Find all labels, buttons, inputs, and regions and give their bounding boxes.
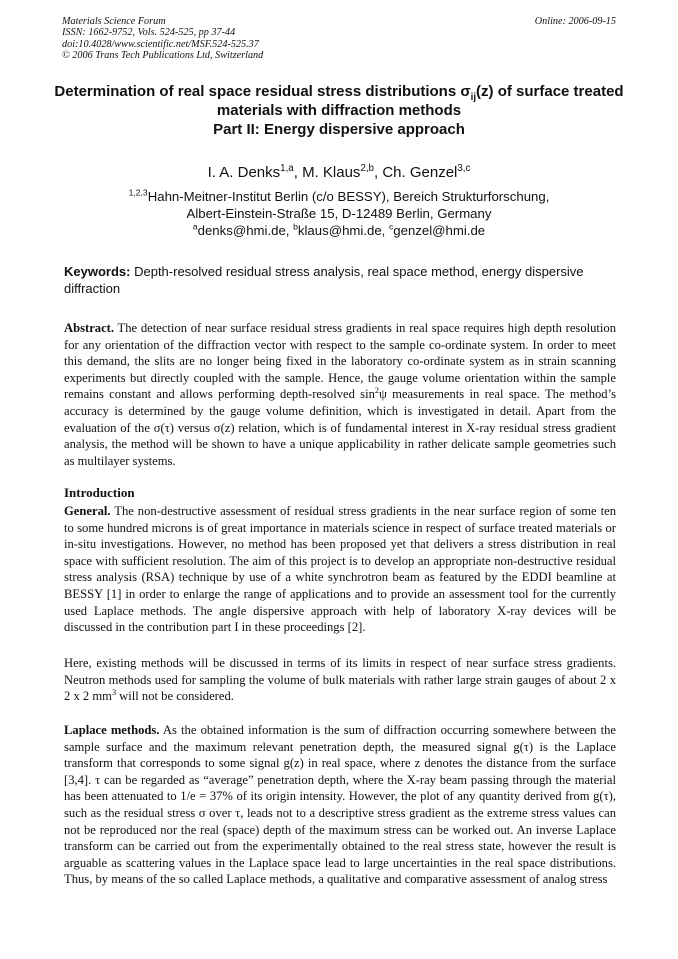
abstract-text-1: The detection of near surface residual stress gradients in real space requires high depth resolution for any orientation of the diffraction vector with respect to the sample co-ordinate system. In order to meet this demand, the slits are no longer being fixed in the laboratory co-ordinate system as in strain scanning experiments but directly coupled with the sample. Hence, the gauge volume orientation within the sample remains constant and allows performing depth-resolved sin bbox=[64, 321, 617, 402]
introduction-heading: Introduction bbox=[64, 485, 135, 500]
email-b[interactable]: klaus@hmi.de bbox=[297, 223, 382, 238]
keywords-text: Depth-resolved residual stress analysis, real space method, energy dispersive diffraction bbox=[64, 264, 584, 296]
journal-header bbox=[62, 16, 616, 61]
title-subscript: ij bbox=[470, 92, 477, 103]
existing-methods-paragraph bbox=[64, 655, 616, 705]
author-3-sup: 3,c bbox=[457, 163, 471, 174]
general-paragraph bbox=[64, 503, 616, 636]
paper-title bbox=[40, 82, 638, 120]
online-date: Online: 2006-09-15 bbox=[534, 16, 616, 27]
abstract-sup: 2 bbox=[374, 386, 379, 396]
laplace-label: Laplace methods. bbox=[64, 723, 160, 737]
here-sup: 3 bbox=[111, 688, 117, 697]
author-2-sup: 2,b bbox=[360, 163, 374, 174]
affiliation-text-2: Albert-Einstein-Straße 15, D-12489 Berlin, Germany bbox=[186, 206, 492, 221]
doi-line: doi:10.4028/www.scientific.net/MSF.524-525.37 bbox=[62, 38, 259, 50]
affiliation-line-1 bbox=[40, 188, 638, 205]
here-text-2: will not be considered. bbox=[116, 689, 234, 704]
affiliation-block bbox=[40, 188, 638, 239]
author-1-sup: 1,a bbox=[280, 163, 294, 174]
abstract-text-2: ψ measurements in real space. The method’s accuracy is determined by the gauge volume definition, which is investigated in detail. Apart from the evaluation of the σ(τ) versus σ(z) relation, which is of fundamental interest in X-ray residual stress gradient analysis, the method will be shown to have a unique applicability in rather delicate sample geometries such as multilayer systems. bbox=[64, 387, 616, 468]
title-part1: Determination of real space residual stress distributions σ bbox=[54, 83, 471, 100]
email-c[interactable]: genzel@hmi.de bbox=[393, 223, 486, 238]
author-2: M. Klaus bbox=[302, 164, 361, 181]
keywords-block bbox=[64, 263, 616, 297]
author-3: Ch. Genzel bbox=[382, 164, 458, 181]
author-1: I. A. Denks bbox=[207, 164, 281, 181]
affiliation-text-1: Hahn-Meitner-Institut Berlin (c/o BESSY), Bereich Strukturforschung, bbox=[147, 189, 550, 204]
email-a-sup: a bbox=[192, 221, 198, 232]
author-list: I. A. Denks$^{1,a}$, M. Klaus$^{2,b}$, Ch. Genzel$^{3,c}$ bbox=[207, 163, 471, 181]
title-part2: (z) of surface treated materials with diffraction methods bbox=[216, 83, 624, 119]
email-a[interactable]: denks@hmi.de bbox=[197, 223, 286, 238]
keywords-label: Keywords: bbox=[64, 264, 131, 279]
abstract-label: Abstract. bbox=[64, 321, 115, 335]
email-b-sup: b bbox=[293, 221, 298, 232]
paper-subtitle: Part II: Energy dispersive approach bbox=[213, 121, 465, 138]
copyright-line: © 2006 Trans Tech Publications Ltd, Switzerland bbox=[62, 49, 264, 61]
email-line: $^a$denks@hmi.de, $^b$klaus@hmi.de, $^c$genzel@hmi.de bbox=[192, 221, 486, 238]
issn-line: ISSN: 1662-9752, Vols. 524-525, pp 37-44 bbox=[62, 27, 236, 39]
affiliation-sup: 1,2,3 bbox=[128, 187, 148, 198]
email-c-sup: c bbox=[389, 221, 394, 232]
journal-name: Materials Science Forum bbox=[62, 16, 166, 27]
general-text: The non-destructive assessment of residual stress gradients in the near surface region of some ten to some hundred microns is of great importance in materials science in respect of surface treated materials or in-situ investigations. However, no method has been proposed yet that delivers a stress distribution in real space with sufficient resolution. The aim of this project is to develop an appropriate non-destructive residual stress analysis (RSA) technique by use of a white synchrotron beam as featured by the EDDI beamline at BESSY [1] in order to enlarge the range of applications and to provide an assessment tool for the currently used Laplace methods. The angle dispersive approach with help of laboratory X-ray devices will be discussed in the contribution part I in these proceedings [2]. bbox=[64, 504, 617, 635]
here-text-1: Here, existing methods will be discussed in terms of its limits in respect of near surface stress gradients. Neutron methods used for sampling the volume of bulk materials with rather large strain gauges of about 2 x 2 x 2 mm bbox=[64, 656, 616, 704]
general-label: General. bbox=[64, 504, 111, 518]
laplace-text: As the obtained information is the sum of diffraction occurring somewhere between the sample surface and the maximum relevant penetration depth, the measured signal g(τ) is the Laplace transform that corresponds to some signal g(z) in real space, where z denotes the distance from the surface [3,4]. τ can be regarded as “average” penetration depth, where the X-ray beam passing through the material has been attenuated to 1/e = 37% of its origin intensity. However, the plot of any quantity derived from g(τ), such as the residual stress σ over τ, leads not to a descriptive stress gradient as the extreme stress values can not be reproduced nor the real (space) depth of the maximum stress can be worked out. An inverse Laplace transform can be carried out from the experimentally obtained to the real stress state, however the result is arguable as scattering values in the Laplace space lead to large uncertainties in the real space distributions. Thus, by means of the so called Laplace methods, a qualitative and comparative assessment of analog stress bbox=[64, 723, 616, 887]
abstract-paragraph bbox=[64, 320, 616, 469]
laplace-paragraph bbox=[64, 722, 616, 888]
